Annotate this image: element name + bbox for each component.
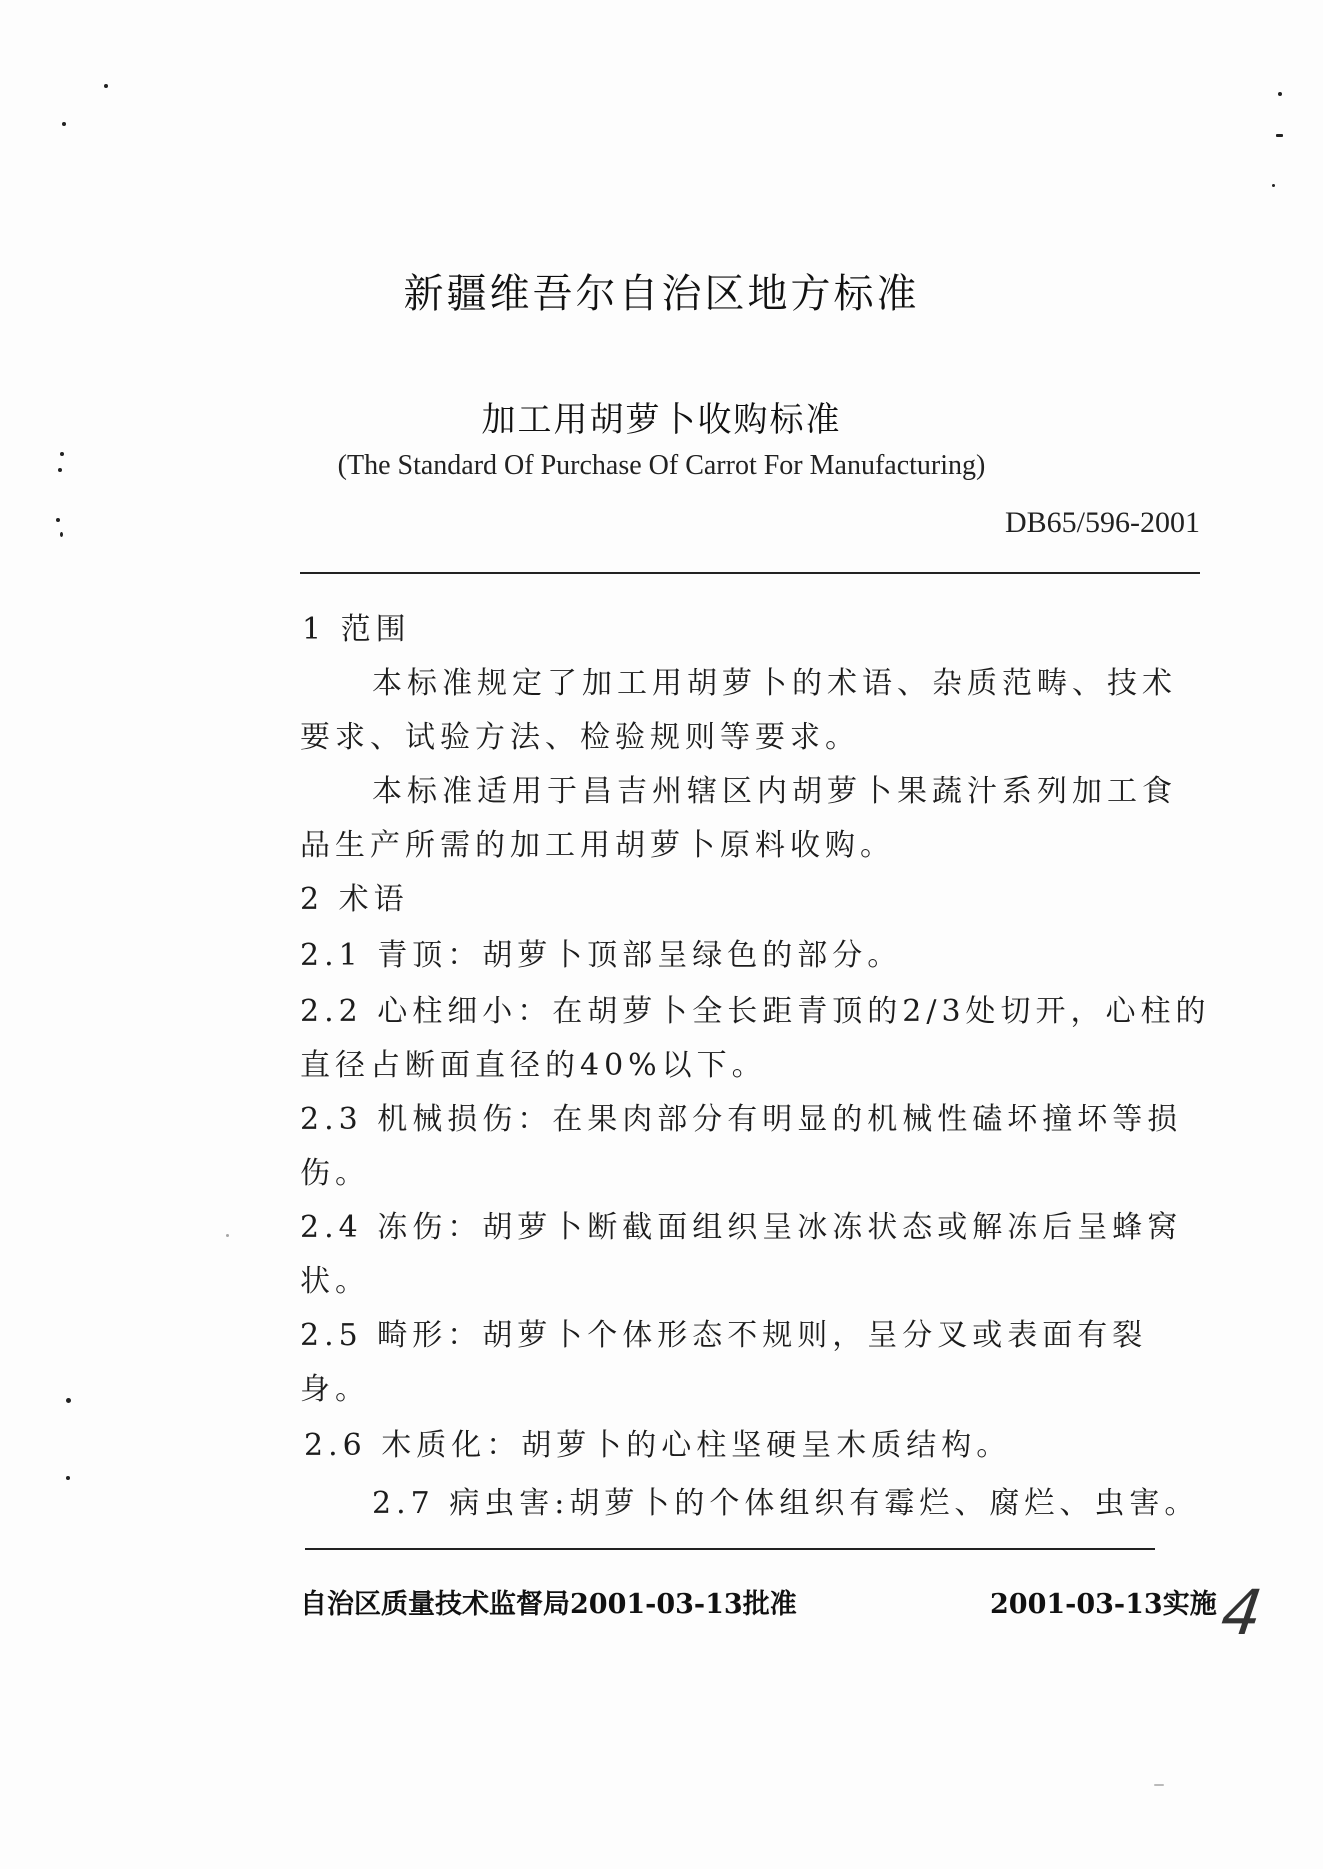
scan-speck <box>226 1234 229 1237</box>
scan-speck <box>1154 1784 1164 1786</box>
term-definition: 身。 <box>300 1372 370 1407</box>
page-title: 新疆维吾尔自治区地方标准 <box>403 271 920 317</box>
effective-date: 2001-03-13实施 <box>990 1589 1217 1620</box>
paragraph-line: 要求、试验方法、检验规则等要求。 <box>300 720 860 755</box>
scan-speck <box>62 122 66 126</box>
section-heading-scope: 1 范围 <box>302 612 411 647</box>
bottom-divider <box>305 1548 1155 1550</box>
term-definition: 2.2 心柱细小：在胡萝卜全长距青顶的2/3处切开，心柱的 <box>300 994 1211 1029</box>
scan-speck <box>66 1476 70 1480</box>
english-title: (The Standard Of Purchase Of Carrot For Manufacturing) <box>337 450 986 481</box>
section-heading-terms: 2 术语 <box>300 882 409 917</box>
standard-title: 加工用胡萝卜收购标准 <box>481 400 842 440</box>
approval-note: 自治区质量技术监督局2001-03-13批准 <box>300 1589 797 1620</box>
term-definition: 2.1 青顶：胡萝卜顶部呈绿色的部分。 <box>300 938 903 973</box>
term-definition: 2.7 病虫害:胡萝卜的个体组织有霉烂、腐烂、虫害。 <box>372 1486 1200 1521</box>
scan-speck <box>1272 184 1275 187</box>
scan-speck <box>104 84 108 88</box>
scan-speck <box>66 1398 71 1403</box>
term-definition: 2.4 冻伤：胡萝卜断截面组织呈冰冻状态或解冻后呈蜂窝 <box>300 1210 1183 1245</box>
scan-speck <box>1276 134 1283 137</box>
scan-speck <box>60 532 63 537</box>
standard-number: DB65/596-2001 <box>1005 506 1200 539</box>
handwritten-page-number: 4 <box>1216 1576 1267 1649</box>
paragraph-line: 本标准适用于昌吉州辖区内胡萝卜果蔬汁系列加工食 <box>372 774 1177 809</box>
term-definition: 2.3 机械损伤：在果肉部分有明显的机械性磕坏撞坏等损 <box>300 1102 1183 1137</box>
paragraph-line: 品生产所需的加工用胡萝卜原料收购。 <box>300 828 895 863</box>
scan-speck <box>1278 92 1282 96</box>
term-definition: 伤。 <box>300 1156 370 1191</box>
top-divider <box>300 572 1200 574</box>
term-definition: 直径占断面直径的40%以下。 <box>300 1048 767 1083</box>
scan-speck <box>56 518 60 522</box>
term-definition: 状。 <box>300 1264 370 1299</box>
paragraph-line: 本标准规定了加工用胡萝卜的术语、杂质范畴、技术 <box>372 666 1177 701</box>
term-definition: 2.6 木质化：胡萝卜的心柱坚硬呈木质结构。 <box>304 1428 1012 1463</box>
term-definition: 2.5 畸形：胡萝卜个体形态不规则，呈分叉或表面有裂 <box>300 1318 1148 1353</box>
